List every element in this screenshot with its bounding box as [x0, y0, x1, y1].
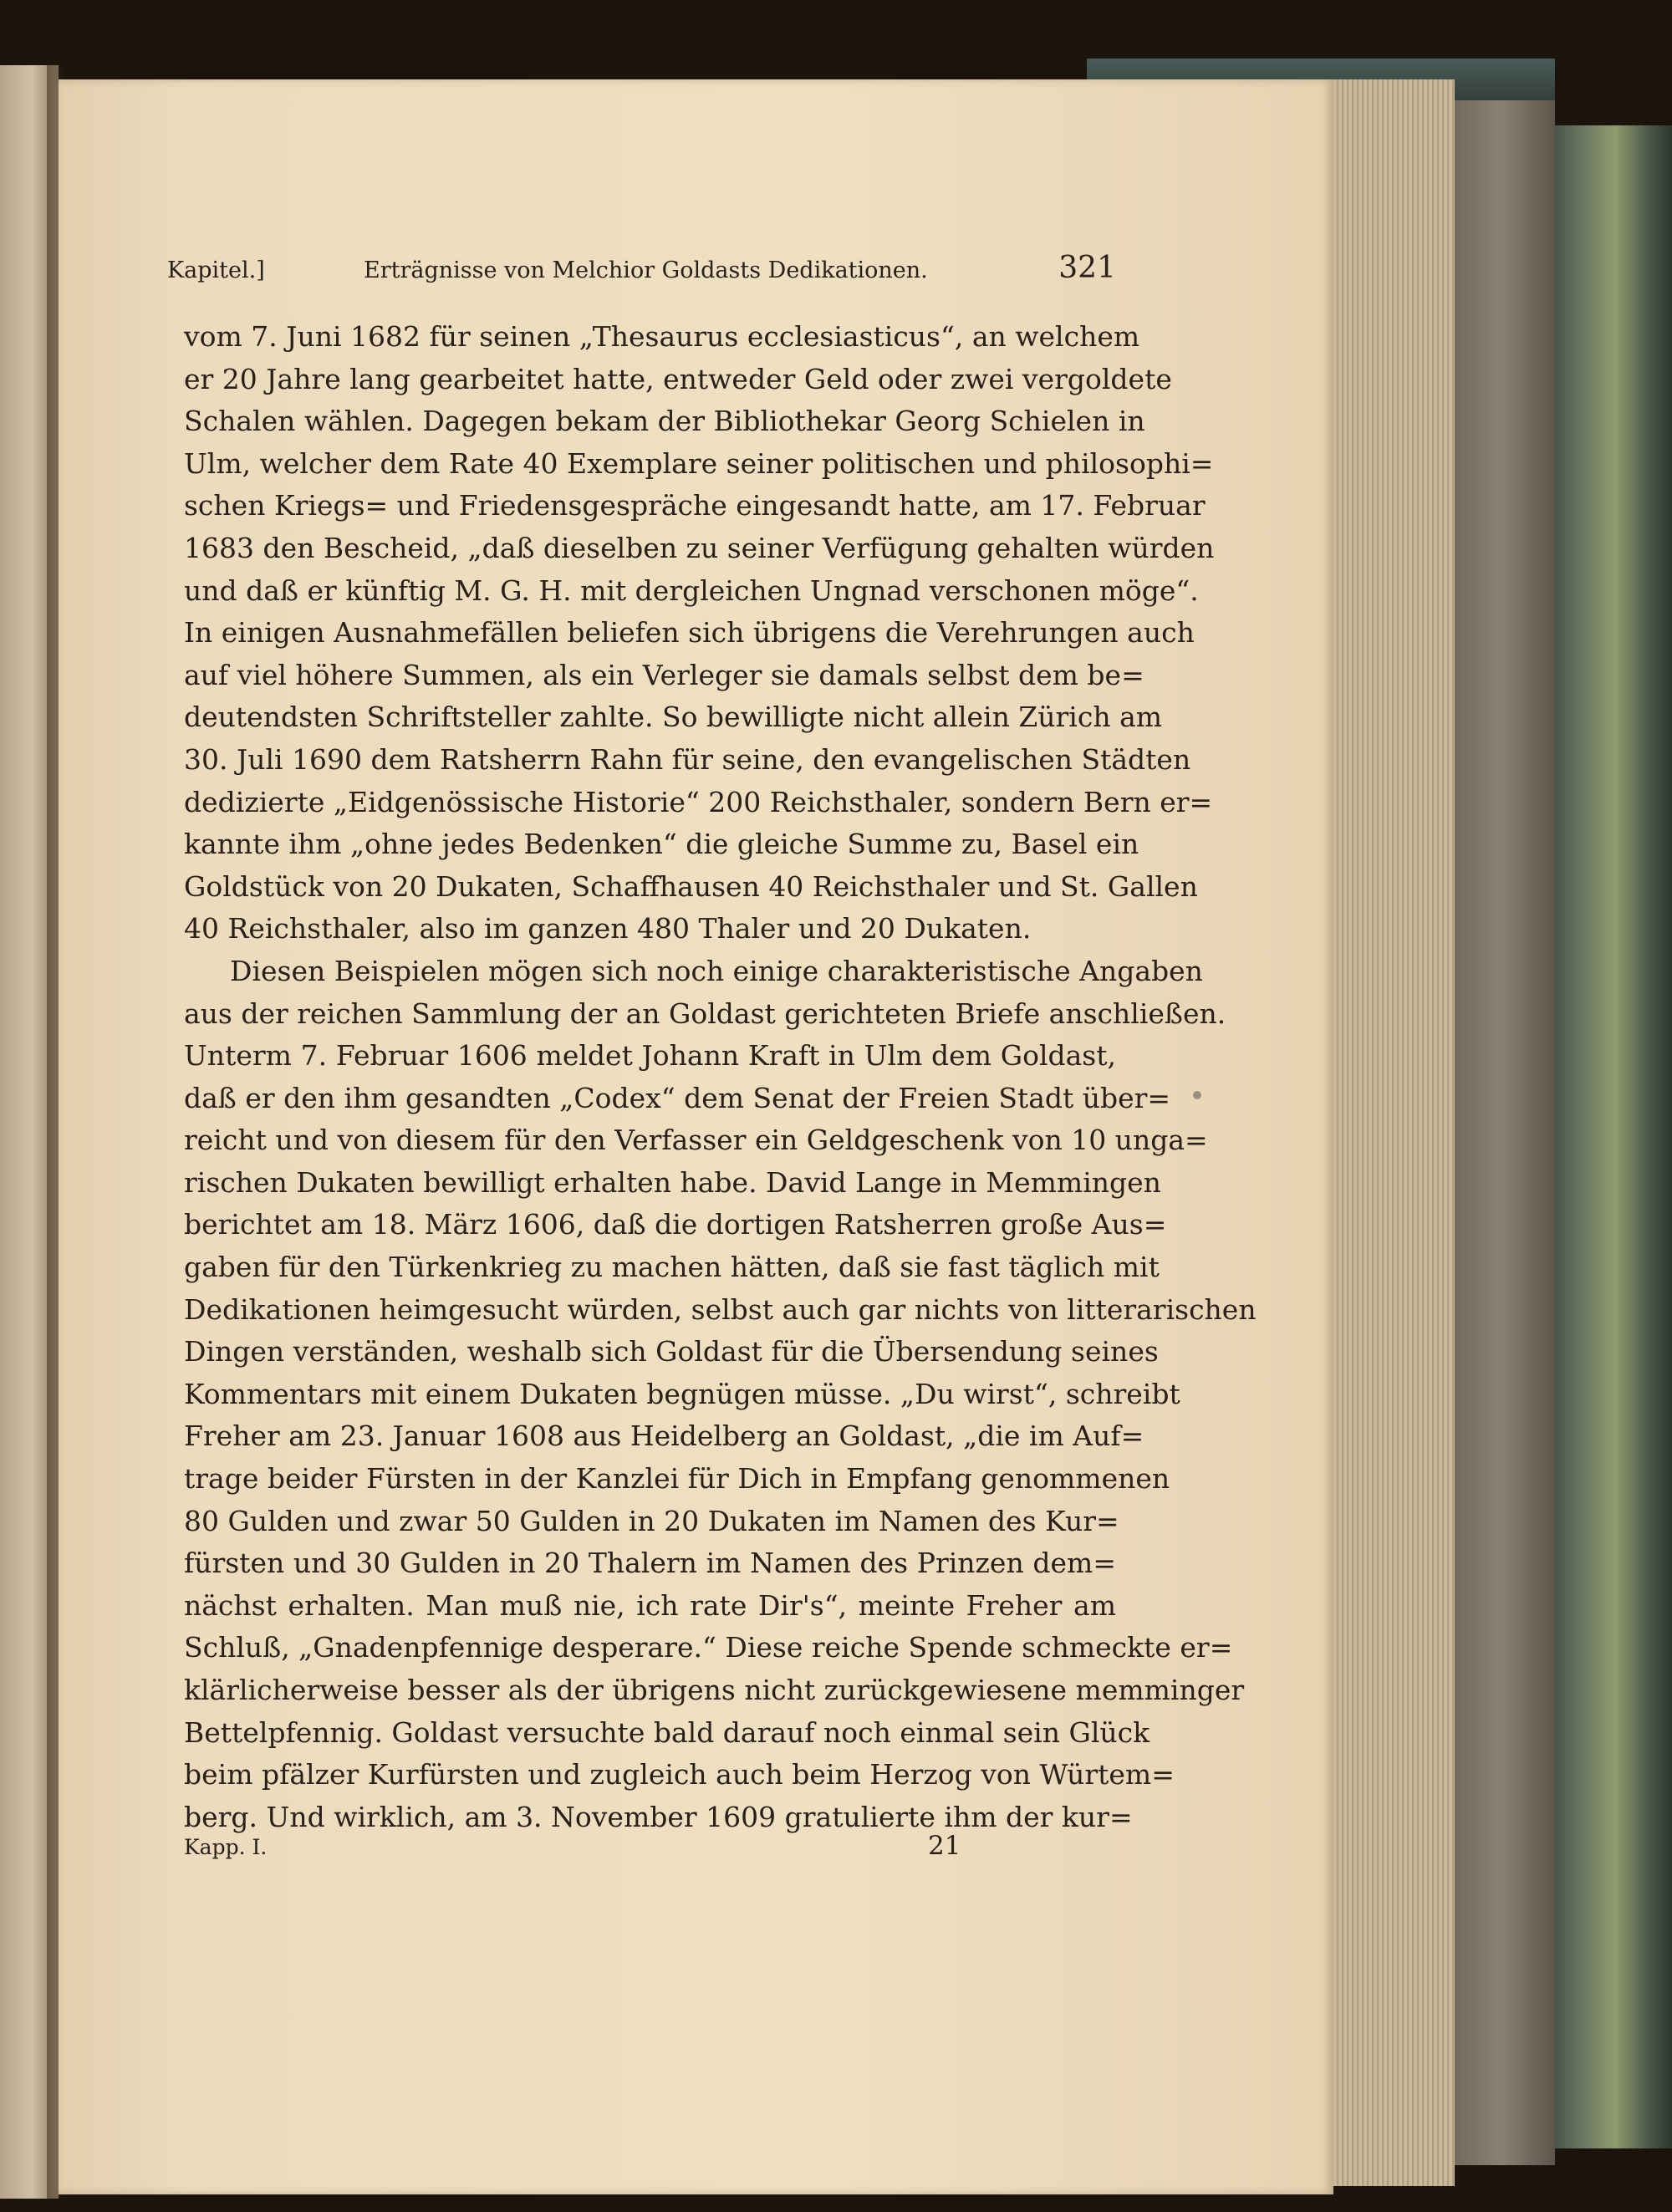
text-line: reicht und von diesem für den Verfasser ein Geldgeschenk von 10 unga=: [184, 1124, 1208, 1157]
text-line: Dingen verständen, weshalb sich Goldast für die Übersendung seines: [184, 1335, 1159, 1368]
text-line: er 20 Jahre lang gearbeitet hatte, entweder Geld oder zwei vergoldete: [184, 362, 1172, 395]
text-line: berg. Und wirklich, am 3. November 1609 gratulierte ihm der kur=: [184, 1800, 1133, 1833]
text-line: deutendsten Schriftsteller zahlte. So bewilligte nicht allein Zürich am: [184, 701, 1163, 734]
text-line: nächst erhalten. Man muß nie, ich rate Dir's“, meinte Freher am: [184, 1588, 1116, 1622]
text-line: kannte ihm „ohne jedes Bedenken“ die gleiche Summe zu, Basel ein: [184, 828, 1139, 861]
chapter-label: Kapitel.]: [167, 257, 265, 283]
text-line: Bettelpfennig. Goldast versuchte bald darauf noch einmal sein Glück: [184, 1715, 1150, 1749]
text-line: beim pfälzer Kurfürsten und zugleich auch beim Herzog von Würtem=: [184, 1758, 1175, 1792]
text-line: dedizierte „Eidgenössische Historie“ 200 Reichsthaler, sondern Bern er=: [184, 785, 1213, 818]
text-line: vom 7. Juni 1682 für seinen „Thesaurus ecclesiasticus“, an welchem: [184, 320, 1140, 353]
text-line: 40 Reichsthaler, also im ganzen 480 Thaler und 20 Dukaten.: [184, 912, 1032, 945]
text-line: Goldstück von 20 Dukaten, Schaffhausen 40 Reichsthaler und St. Gallen: [184, 869, 1198, 903]
body-text: [184, 316, 1257, 1838]
text-line: In einigen Ausnahmefällen beliefen sich übrigens die Verehrungen auch: [184, 616, 1195, 650]
text-line: Diesen Beispielen mögen sich noch einige charakteristische Angaben: [230, 954, 1203, 987]
text-line: klärlicherweise besser als der übrigens nicht zurückgewiesene memminger: [184, 1674, 1245, 1706]
page-edges: [1329, 79, 1455, 2186]
text-line: aus der reichen Sammlung der an Goldast gerichteten Briefe anschließen.: [184, 996, 1226, 1030]
text-line: rischen Dukaten bewilligt erhalten habe. David Lange in Memmingen: [184, 1165, 1161, 1199]
text-line: Kommentars mit einem Dukaten begnügen müsse. „Du wirst“, schreibt: [184, 1377, 1180, 1410]
running-header: [167, 251, 1116, 293]
sheet-number: 21: [928, 1831, 961, 1861]
text-line: berichtet am 18. März 1606, daß die dortigen Ratsherren große Aus=: [184, 1208, 1167, 1241]
book-cover-inner: [1446, 100, 1555, 2165]
text-line: schen Kriegs= und Friedensgespräche eingesandt hatte, am 17. Februar: [184, 489, 1206, 522]
text-line: Schluß, „Gnadenpfennige desperare.“ Diese reiche Spende schmeckte er=: [184, 1631, 1233, 1664]
text-line: gaben für den Türkenkrieg zu machen hätten, daß sie fast täglich mit: [184, 1251, 1160, 1284]
text-line: Ulm, welcher dem Rate 40 Exemplare seiner politischen und philosophi=: [184, 446, 1214, 480]
text-line: und daß er künftig M. G. H. mit dergleichen Ungnad verschonen möge“.: [184, 573, 1199, 607]
page-number: 321: [1058, 251, 1116, 285]
text-line: 30. Juli 1690 dem Ratsherrn Rahn für seine, den evangelischen Städten: [184, 742, 1191, 776]
text-line: auf viel höhere Summen, als ein Verleger sie damals selbst dem be=: [184, 658, 1144, 691]
book-cover-marbled: [1547, 125, 1672, 2148]
text-line: Dedikationen heimgesucht würden, selbst auch gar nichts von litterarischen: [184, 1292, 1257, 1326]
text-line: Schalen wählen. Dagegen bekam der Bibliothekar Georg Schielen in: [184, 405, 1145, 438]
text-line: Freher am 23. Januar 1608 aus Heidelberg an Goldast, „die im Auf=: [184, 1419, 1144, 1453]
text-line: trage beider Fürsten in der Kanzlei für Dich in Empfang genommenen: [184, 1462, 1170, 1496]
text-line: 1683 den Bescheid, „daß dieselben zu seiner Verfügung gehalten würden: [184, 531, 1215, 564]
signature-mark: Kapp. I.: [184, 1835, 268, 1859]
running-title: Erträgnisse von Melchior Goldasts Dedikationen.: [364, 257, 928, 283]
margin-speck: [1193, 1091, 1201, 1099]
text-line: Unterm 7. Februar 1606 meldet Johann Kraft in Ulm dem Goldast,: [184, 1039, 1116, 1073]
text-line: fürsten und 30 Gulden in 20 Thalern im Namen des Prinzen dem=: [184, 1547, 1116, 1580]
text-line: 80 Gulden und zwar 50 Gulden in 20 Dukaten im Namen des Kur=: [184, 1504, 1119, 1537]
text-line: daß er den ihm gesandten „Codex“ dem Senat der Freien Stadt über=: [184, 1081, 1171, 1114]
